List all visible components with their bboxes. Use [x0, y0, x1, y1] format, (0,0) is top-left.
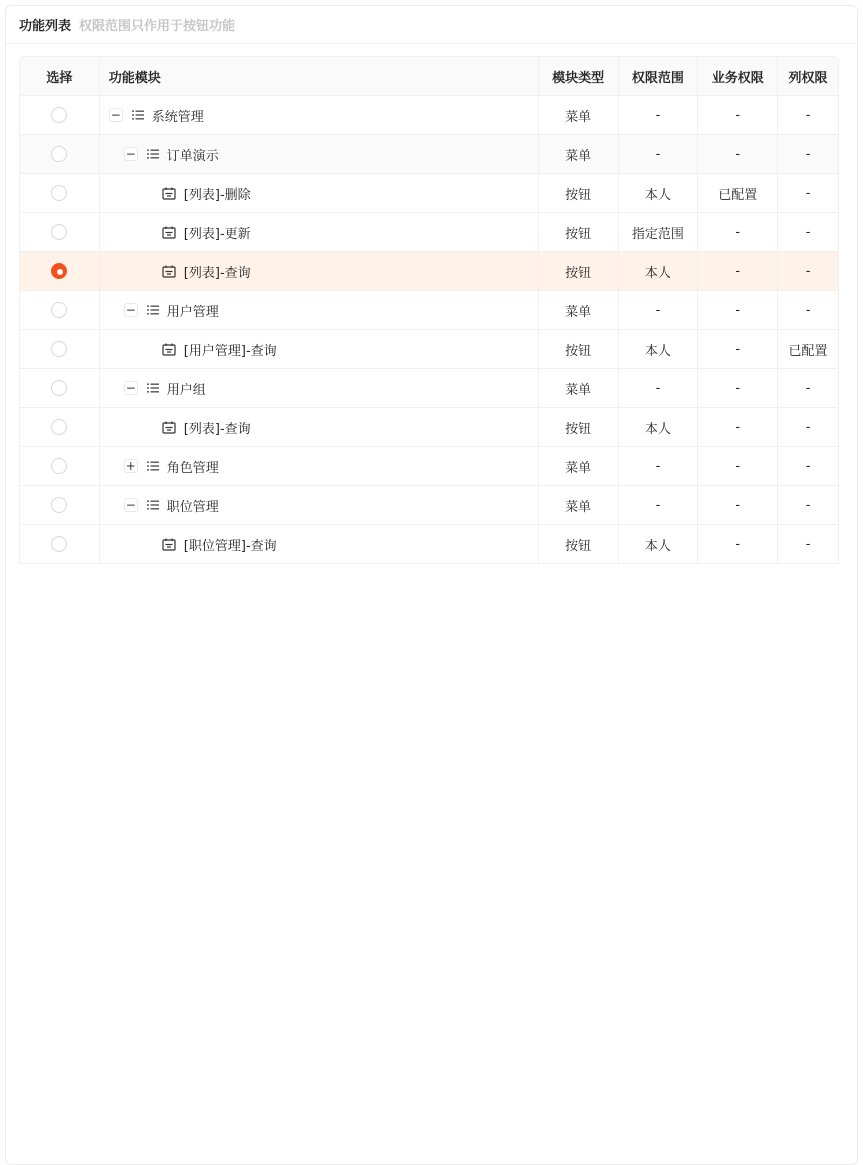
- column-permission-cell: -: [805, 185, 811, 201]
- type-cell: 菜单: [539, 486, 619, 524]
- table-row[interactable]: [20, 447, 838, 486]
- type-cell: 菜单: [539, 96, 619, 134]
- table-row[interactable]: [20, 330, 838, 369]
- scope-cell: -: [619, 96, 699, 134]
- module-label: [用户管理]-查询: [183, 343, 277, 359]
- select-cell: [20, 525, 100, 563]
- scope-cell: -: [619, 447, 699, 485]
- row-radio[interactable]: [51, 341, 67, 357]
- row-radio[interactable]: [51, 536, 67, 552]
- type-cell: 按钮: [539, 408, 619, 446]
- button-function-icon: [162, 421, 176, 434]
- type-cell: 菜单: [539, 291, 619, 329]
- table-row[interactable]: [20, 213, 838, 252]
- column-permission-cell: -: [805, 263, 811, 279]
- type-cell: 菜单: [539, 135, 619, 173]
- select-cell: [20, 252, 100, 290]
- row-radio[interactable]: [51, 185, 67, 201]
- select-cell: [20, 486, 100, 524]
- row-radio[interactable]: [51, 380, 67, 396]
- table-row[interactable]: [20, 252, 838, 291]
- row-radio-selected[interactable]: [51, 263, 67, 279]
- module-label: [列表]-删除: [183, 187, 251, 203]
- header-column: 列权限: [788, 70, 828, 86]
- module-cell: [100, 174, 539, 212]
- business-cell: 已配置: [698, 174, 778, 212]
- button-function-icon: [162, 265, 176, 278]
- button-function-icon: [162, 343, 176, 356]
- select-cell: [20, 213, 100, 251]
- button-function-icon: [162, 538, 176, 551]
- select-cell: [20, 291, 100, 329]
- column-permission-cell: 已配置: [788, 343, 828, 359]
- menu-list-icon: [147, 304, 159, 316]
- menu-list-icon: [147, 148, 159, 160]
- module-cell: [100, 252, 539, 290]
- scope-cell: -: [619, 135, 699, 173]
- function-list-card: [5, 5, 858, 1165]
- column-permission-cell: -: [805, 419, 811, 435]
- row-radio[interactable]: [51, 107, 67, 123]
- module-cell: [100, 408, 539, 446]
- scope-cell: 本人: [619, 408, 699, 446]
- header-business: 业务权限: [698, 57, 778, 95]
- module-label: 用户组: [166, 382, 206, 398]
- business-cell: -: [698, 252, 778, 290]
- collapse-icon[interactable]: −: [125, 147, 136, 161]
- scope-cell: -: [619, 369, 699, 407]
- scope-cell: 本人: [619, 330, 699, 368]
- column-permission-cell: -: [805, 146, 811, 162]
- module-label: 系统管理: [151, 109, 204, 125]
- card-title: 功能列表: [19, 19, 72, 34]
- table-row[interactable]: [20, 408, 838, 447]
- module-cell: [100, 525, 539, 563]
- type-cell: 按钮: [539, 174, 619, 212]
- scope-cell: -: [619, 486, 699, 524]
- module-label: [列表]-查询: [183, 421, 251, 437]
- business-cell: -: [698, 369, 778, 407]
- business-cell: -: [698, 291, 778, 329]
- table-body: [20, 96, 838, 564]
- business-cell: -: [698, 213, 778, 251]
- scope-cell: 本人: [619, 174, 699, 212]
- column-permission-cell: -: [805, 224, 811, 240]
- header-scope: 权限范围: [619, 57, 699, 95]
- column-permission-cell: -: [805, 458, 811, 474]
- business-cell: -: [698, 96, 778, 134]
- module-label: [列表]-查询: [183, 265, 251, 281]
- header-module: 功能模块: [100, 57, 539, 95]
- row-radio[interactable]: [51, 458, 67, 474]
- business-cell: -: [698, 525, 778, 563]
- collapse-icon[interactable]: −: [125, 498, 136, 512]
- row-radio[interactable]: [51, 302, 67, 318]
- business-cell: -: [698, 135, 778, 173]
- row-radio[interactable]: [51, 146, 67, 162]
- module-cell: [100, 135, 539, 173]
- table-row[interactable]: [20, 369, 838, 408]
- card-hint: 权限范围只作用于按钮功能: [79, 19, 236, 34]
- menu-list-icon: [147, 499, 159, 511]
- menu-list-icon: [147, 460, 159, 472]
- table-row[interactable]: [20, 525, 838, 564]
- menu-list-icon: [132, 109, 144, 121]
- type-cell: 按钮: [539, 525, 619, 563]
- module-label: 职位管理: [166, 499, 219, 515]
- module-cell: [100, 213, 539, 251]
- header-type: 模块类型: [539, 57, 619, 95]
- select-cell: [20, 447, 100, 485]
- module-cell: [100, 447, 539, 485]
- button-function-icon: [162, 187, 176, 200]
- column-permission-cell: -: [805, 107, 811, 123]
- select-cell: [20, 408, 100, 446]
- table-header: [20, 57, 838, 96]
- select-cell: [20, 330, 100, 368]
- button-function-icon: [162, 226, 176, 239]
- column-permission-cell: -: [805, 380, 811, 396]
- scope-cell: 本人: [619, 525, 699, 563]
- header-select: 选择: [20, 57, 100, 95]
- select-cell: [20, 369, 100, 407]
- type-cell: 按钮: [539, 213, 619, 251]
- type-cell: 按钮: [539, 252, 619, 290]
- collapse-icon[interactable]: −: [125, 381, 136, 395]
- expand-icon[interactable]: +: [125, 459, 136, 473]
- module-label: [职位管理]-查询: [183, 538, 277, 554]
- collapse-icon[interactable]: −: [110, 108, 121, 122]
- type-cell: 按钮: [539, 330, 619, 368]
- function-table: [19, 56, 839, 564]
- column-permission-cell: -: [805, 497, 811, 513]
- row-radio[interactable]: [51, 419, 67, 435]
- table-row[interactable]: [20, 174, 838, 213]
- module-cell: [100, 96, 539, 134]
- row-radio[interactable]: [51, 224, 67, 240]
- table-row[interactable]: [20, 96, 838, 135]
- select-cell: [20, 96, 100, 134]
- module-label: 订单演示: [166, 148, 219, 164]
- select-cell: [20, 135, 100, 173]
- module-cell: [100, 330, 539, 368]
- collapse-icon[interactable]: −: [125, 303, 136, 317]
- table-row[interactable]: [20, 486, 838, 525]
- menu-list-icon: [147, 382, 159, 394]
- type-cell: 菜单: [539, 369, 619, 407]
- business-cell: -: [698, 408, 778, 446]
- module-label: [列表]-更新: [183, 226, 251, 242]
- module-label: 用户管理: [166, 304, 219, 320]
- business-cell: -: [698, 486, 778, 524]
- module-label: 角色管理: [166, 460, 219, 476]
- column-permission-cell: -: [805, 302, 811, 318]
- scope-cell: 指定范围: [619, 213, 699, 251]
- business-cell: -: [698, 447, 778, 485]
- scope-cell: -: [619, 291, 699, 329]
- table-row[interactable]: [20, 135, 838, 174]
- scope-cell: 本人: [619, 252, 699, 290]
- row-radio[interactable]: [51, 497, 67, 513]
- select-cell: [20, 174, 100, 212]
- type-cell: 菜单: [539, 447, 619, 485]
- module-cell: [100, 369, 539, 407]
- column-permission-cell: -: [805, 536, 811, 552]
- card-header: [6, 6, 857, 44]
- module-cell: [100, 486, 539, 524]
- table-row[interactable]: [20, 291, 838, 330]
- business-cell: -: [698, 330, 778, 368]
- module-cell: [100, 291, 539, 329]
